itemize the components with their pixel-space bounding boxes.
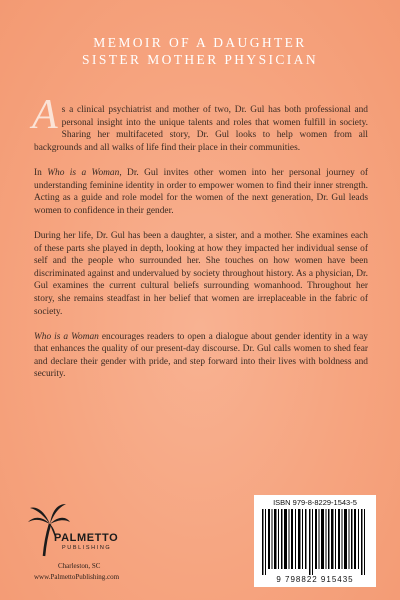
- book-title-inline: Who is a Woman: [34, 331, 99, 342]
- blurb-paragraph-1-text: s a clinical psychiatrist and mother of two, Dr. Gul has both professional and personal insight into the unique talents and roles that women fulfill in society. Sharing her multifaceted story, Dr. Gul looks to help women from all backgrounds and all walks of life find their place in their communities.: [34, 105, 368, 153]
- tagline-line-1: MEMOIR OF A DAUGHTER: [93, 35, 307, 50]
- publisher-city: Charleston, SC: [58, 562, 101, 570]
- blurb-paragraph-2-lead: In: [34, 167, 48, 178]
- tagline-line-2: SISTER MOTHER PHYSICIAN: [82, 52, 318, 67]
- isbn-label: ISBN 979-8-8229-1543-5: [273, 498, 357, 507]
- book-title-inline: Who is a Woman: [47, 167, 120, 178]
- barcode-icon: [260, 509, 370, 575]
- publisher-subtitle: PUBLISHING: [62, 545, 112, 551]
- blurb-paragraph-3: During her life, Dr. Gul has been a daughter, a sister, and a mother. She examines each of these parts she played in depth, looking at how they impacted her individual sense of self and the people who surrounded her. She touches on how women have been discriminated against and undervalued by society throughout history. As a physician, Dr. Gul examines the current cultural beliefs surrounding womanhood. Throughout her story, she remains steadfast in her belief that women are irreplaceable in the fabric of society.: [34, 230, 368, 317]
- blurb-paragraph-4-text: encourages readers to open a dialogue about gender identity in a way that enhances the quality of our present-day discourse. Dr. Gul calls women to shed fear and declare their gender with pride, and step forward into their lives with boldness and security.: [34, 331, 368, 380]
- blurb-paragraph-4: [34, 331, 368, 381]
- blurb-paragraph-2: [34, 167, 368, 217]
- barcode-digits: 9 798822 915435: [276, 575, 354, 584]
- cover-tagline: [0, 34, 400, 78]
- isbn-barcode-block: [254, 495, 376, 587]
- blurb-paragraph-1: [32, 92, 368, 154]
- drop-cap: A: [32, 92, 58, 138]
- blurb-paragraph-2-text: , Dr. Gul invites other women into her personal journey of understanding feminine identity in order to empower women to find their inner strength. Acting as a guide and role model for the women of the next generation, Dr. Gul leads women to confidence in their gender.: [34, 167, 369, 216]
- blurb: [32, 92, 369, 394]
- publisher-name: PALMETTO: [54, 532, 119, 544]
- publisher-website: www.PalmettoPublishing.com: [34, 573, 120, 581]
